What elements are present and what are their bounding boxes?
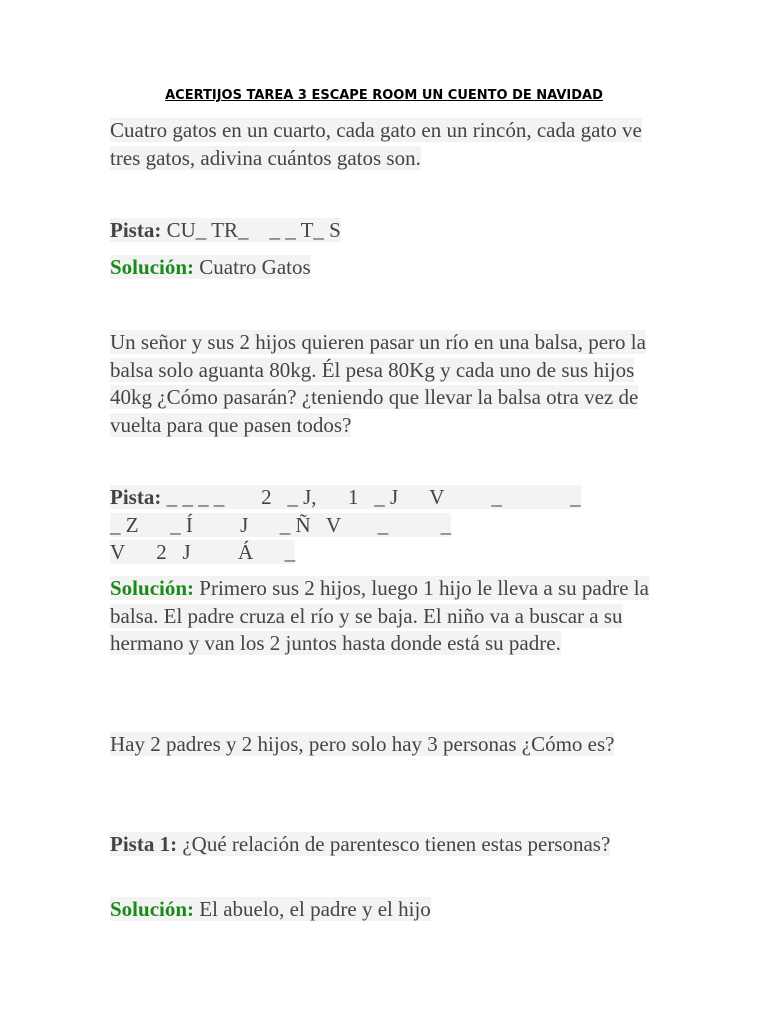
- riddle3-question: [110, 731, 670, 759]
- riddle2-question: [110, 329, 670, 439]
- riddle1-question: [110, 117, 670, 172]
- riddle2-hint-line1: _ _ _ _ 2 _ J, 1 _ J V _ _: [161, 485, 581, 509]
- document-title: ACERTIJOS TAREA 3 ESCAPE ROOM UN CUENTO DE NAVIDAD: [165, 88, 603, 103]
- riddle3-solution-text: El abuelo, el padre y el hijo: [194, 897, 431, 921]
- riddle2-hint: [110, 484, 670, 567]
- riddle1-hint-text: CU_ TR_ _ _ T_ S: [161, 218, 341, 242]
- riddle2-hint-line2: _ Z _ Í J _ Ñ V _ _: [110, 512, 452, 537]
- riddle1-question-text: Cuatro gatos en un cuarto, cada gato en un rincón, cada gato ve tres gatos, adivina cuántos gatos son.: [110, 118, 642, 170]
- riddle1-hint: [110, 217, 670, 245]
- riddle3-hint-label: Pista 1:: [110, 832, 178, 856]
- riddle2-solution-label: Solución:: [110, 576, 195, 600]
- riddle1-solution-text: Cuatro Gatos: [194, 255, 311, 279]
- riddle3-solution: [110, 896, 670, 924]
- riddle3-solution-label: Solución:: [110, 897, 195, 921]
- riddle3-hint-text: ¿Qué relación de parentesco tienen estas personas?: [177, 832, 611, 856]
- riddle2-hint-label: Pista:: [110, 485, 162, 509]
- riddle2-hint-line3: V 2 J Á _: [110, 540, 296, 564]
- riddle1-solution-label: Solución:: [110, 255, 195, 279]
- riddle2-solution-text: Primero sus 2 hijos, luego 1 hijo le lleva a su padre la balsa. El padre cruza el río y se baja. El niño va a buscar a su hermano y van los 2 juntos hasta donde está su padre.: [110, 576, 649, 655]
- riddle1-hint-label: Pista:: [110, 218, 162, 242]
- riddle1-solution: [110, 254, 670, 282]
- riddle2-question-text: Un señor y sus 2 hijos quieren pasar un río en una balsa, pero la balsa solo aguanta 80kg. Él pesa 80Kg y cada uno de sus hijos 40kg ¿Cómo pasarán? ¿teniendo que llevar la balsa otra vez de vuelta para que pasen todos?: [110, 330, 646, 437]
- riddle3-hint: [110, 831, 670, 859]
- riddle3-question-text: Hay 2 padres y 2 hijos, pero solo hay 3 personas ¿Cómo es?: [110, 732, 615, 756]
- riddle2-solution: [110, 575, 670, 658]
